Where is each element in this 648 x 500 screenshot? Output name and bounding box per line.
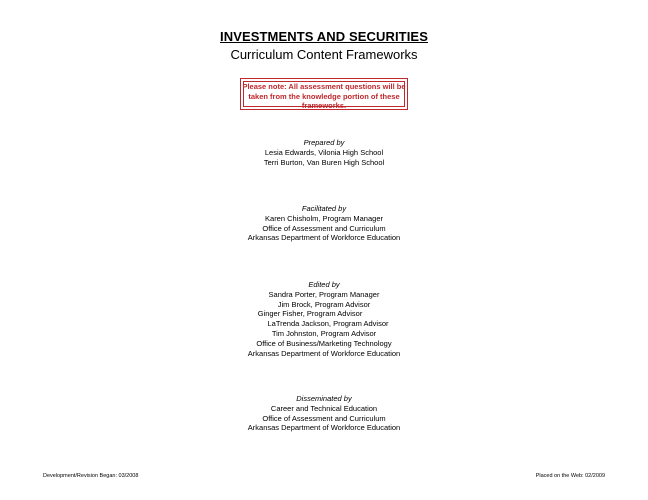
disseminated-by-heading: Disseminated by [296, 394, 352, 403]
edited-by-line: LaTrenda Jackson, Program Advisor [267, 319, 389, 329]
edited-by-line: Jim Brock, Program Advisor [277, 299, 371, 309]
disseminated-by-line: Career and Technical Education [270, 403, 378, 413]
assessment-notice-box [240, 78, 408, 110]
edited-by-line: Office of Business/Marketing Technology [256, 338, 392, 348]
prepared-by-heading: Prepared by [303, 138, 345, 147]
edited-by-line: Sandra Porter, Program Manager [268, 289, 380, 299]
prepared-by-line: Lesia Edwards, Vilonia High School [264, 147, 384, 157]
notice-line-3: frameworks. [301, 101, 347, 110]
edited-by-heading: Edited by [308, 280, 340, 289]
edited-by-section [0, 280, 648, 358]
edited-by-line: Ginger Fisher, Program Advisor [257, 309, 363, 319]
facilitated-by-section [0, 204, 648, 243]
disseminated-by-line: Arkansas Department of Workforce Education [247, 423, 401, 433]
notice-line-1: Please note: All assessment questions will be [242, 82, 406, 91]
footer-web-date: Placed on the Web: 02/2009 [535, 473, 605, 479]
prepared-by-section [0, 138, 648, 167]
document-title: INVESTMENTS AND SECURITIES [220, 29, 428, 44]
notice-line-2: taken from the knowledge portion of these [248, 91, 400, 101]
edited-by-line: Tim Johnston, Program Advisor [271, 328, 377, 338]
facilitated-by-line: Office of Assessment and Curriculum [262, 223, 386, 233]
document-subtitle: Curriculum Content Frameworks [230, 47, 418, 62]
footer-revision-date: Development/Revision Began: 03/2008 [43, 473, 139, 479]
prepared-by-line: Terri Burton, Van Buren High School [263, 157, 385, 167]
facilitated-by-heading: Facilitated by [301, 204, 347, 213]
disseminated-by-line: Office of Assessment and Curriculum [262, 413, 386, 423]
facilitated-by-line: Karen Chisholm, Program Manager [265, 213, 383, 223]
facilitated-by-line: Arkansas Department of Workforce Education [247, 233, 401, 243]
disseminated-by-section [0, 394, 648, 433]
edited-by-line: Arkansas Department of Workforce Education [247, 348, 401, 358]
assessment-notice-text [241, 82, 407, 111]
